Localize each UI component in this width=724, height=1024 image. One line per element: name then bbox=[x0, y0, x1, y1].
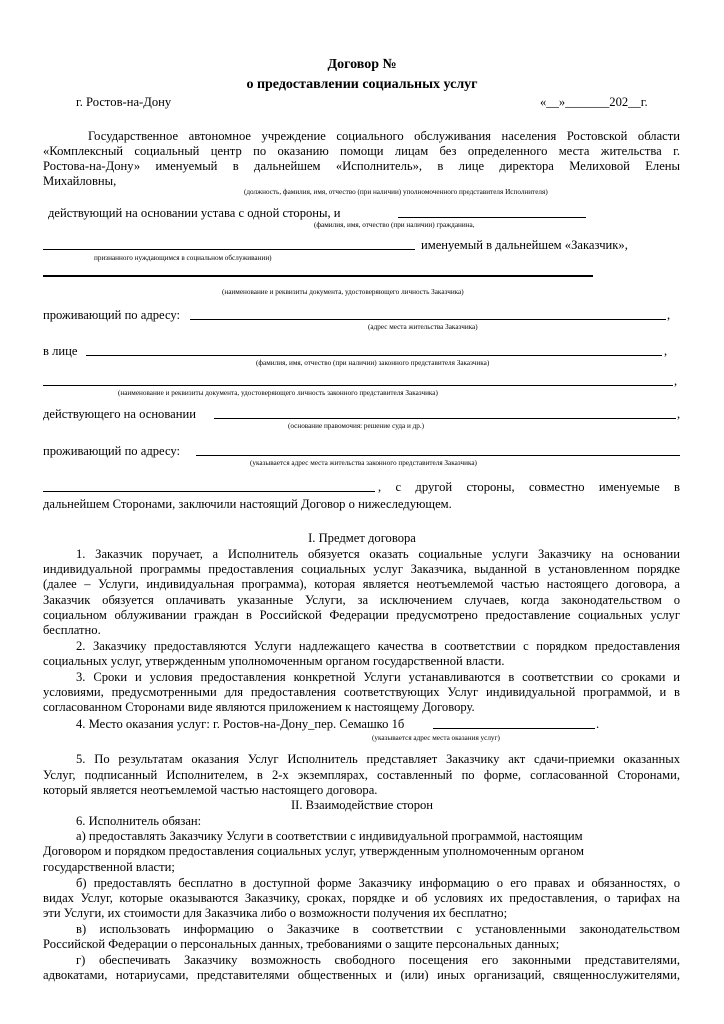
named-customer-text: именуемый в дальнейшем «Заказчик», bbox=[421, 238, 628, 252]
clause-5: Услуг, подписанный Исполнителем, в 2-х экземплярах, составленный по форме, согласованной Сторонами, bbox=[43, 768, 680, 782]
clause-3: 3. Сроки и условия предоставления конкретной Услуги устанавливаются в соответствии со сроками и bbox=[76, 670, 680, 684]
clause-3: согласованном Сторонами виде являются приложением к настоящему Договору. bbox=[43, 700, 475, 714]
clause-1: индивидуальной программы предоставления социальных услуг Заказчика, выданной в установленном порядке bbox=[43, 562, 680, 576]
residing2-label: проживающий по адресу: bbox=[43, 444, 180, 458]
identity-doc-field[interactable] bbox=[43, 275, 593, 277]
clause-1: Заказчик обязуется оплачивать указанные Услуги, за исключением случаев, когда законодательством о bbox=[43, 593, 680, 607]
other-side-text: дальнейшем Сторонами, заключили настоящий Договор о нижеследующем. bbox=[43, 497, 452, 511]
clause-1: социальном облуживании граждан в Российской Федерации предусмотрено предоставление социальных услуг bbox=[43, 608, 680, 622]
clause-5: который является неотъемлемой частью настоящего договора. bbox=[43, 783, 378, 797]
in-person-label: в лице bbox=[43, 344, 78, 358]
clause-6a: государственной власти; bbox=[43, 860, 175, 874]
preamble-line: Михайловны, bbox=[43, 174, 117, 188]
basis-field[interactable] bbox=[214, 418, 676, 419]
hint-residence: (адрес места жительства Заказчика) bbox=[368, 323, 478, 331]
clause-1: бесплатно. bbox=[43, 623, 101, 637]
clause-2: социальных услуг, утвержденным уполномоченным органом государственной власти. bbox=[43, 654, 505, 668]
clause-1: 1. Заказчик поручает, а Исполнитель обязуется оказать социальные услуги Заказчику на основании bbox=[76, 547, 680, 561]
section-2-heading: II. Взаимодействие сторон bbox=[290, 798, 434, 812]
contract-date: «__»_______202__г. bbox=[540, 95, 648, 109]
acting-basis-label: действующего на основании bbox=[43, 407, 196, 421]
clause-6g: г) обеспечивать Заказчику возможность свободного посещения его законными представителями, bbox=[76, 953, 680, 967]
representative-field[interactable] bbox=[43, 491, 375, 492]
clause-5: 5. По результатам оказания Услуг Исполнитель представляет Заказчику акт сдачи-приемки оказанных bbox=[76, 752, 680, 766]
clause-6b: эти Услуги, их стоимости для Заказчика либо о возможности получения их бесплатно; bbox=[43, 906, 508, 920]
contract-subtitle: о предоставлении социальных услуг bbox=[246, 77, 478, 92]
clause-6a: а) предоставлять Заказчику Услуги в соответствии с индивидуальной программой, настоящим bbox=[76, 829, 583, 843]
citizen-name-field[interactable] bbox=[398, 217, 586, 218]
legal-rep-field[interactable] bbox=[86, 355, 662, 356]
clause-2: 2. Заказчику предоставляются Услуги надлежащего качества в соответствии с порядком предоставления bbox=[76, 639, 680, 653]
punctuation: , bbox=[677, 407, 681, 421]
preamble-line: «Комплексный социальный центр по оказанию помощи лицам без определенного места жительства г. bbox=[43, 144, 680, 158]
contract-title: Договор № bbox=[327, 57, 397, 72]
hint-rep-residence: (указывается адрес места жительства законного представителя Заказчика) bbox=[250, 459, 477, 467]
punctuation: , bbox=[674, 374, 678, 388]
clause-4: 4. Место оказания услуг: г. Ростов-на-Дону_пер. Семашко 1б bbox=[76, 717, 405, 731]
acting-statute-text: действующий на основании устава с одной стороны, и bbox=[48, 206, 341, 220]
hint-identity-doc: (наименование и реквизиты документа, удостоверяющего личность Заказчика) bbox=[222, 288, 464, 296]
hint-basis: (основание правомочия: решение суда и др.) bbox=[288, 422, 425, 430]
residence-field[interactable] bbox=[190, 319, 666, 320]
hint-executor-rep: (должность, фамилия, имя, отчество (при наличии) уполномоченного представителя Исполнителя) bbox=[244, 188, 548, 196]
punctuation: . bbox=[596, 717, 600, 731]
clause-6a: Договором и порядком предоставления социальных услуг, утвержденным уполномоченным органом bbox=[43, 844, 584, 858]
rep-residence-field[interactable] bbox=[196, 455, 680, 456]
citizen-name-field-2[interactable] bbox=[43, 249, 415, 250]
clause-6b: б) предоставлять бесплатно в доступной форме Заказчику информацию о его правах и обязанностях, о bbox=[76, 876, 680, 890]
clause-6b: видах Услуг, которые оказываются Заказчику, сроках, порядке и об условиях их предоставления, о тарифах на bbox=[43, 891, 680, 905]
other-side-text: , с другой стороны, совместно именуемые в bbox=[378, 480, 680, 494]
hint-place: (указывается адрес места оказания услуг) bbox=[372, 734, 500, 742]
punctuation: , bbox=[664, 344, 668, 358]
residing-label: проживающий по адресу: bbox=[43, 308, 180, 322]
clause-1: (далее – Услуги, индивидуальная программа), которая является неотъемлемой частью настоящего договора, а bbox=[43, 577, 680, 591]
punctuation: , bbox=[667, 308, 671, 322]
section-1-heading: I. Предмет договора bbox=[308, 531, 416, 545]
clause-3: условиями, предусмотренными для предоставления соответствующих Услуг индивидуальной программой, и в bbox=[43, 685, 680, 699]
service-place-field[interactable] bbox=[433, 728, 595, 729]
hint-rep-doc: (наименование и реквизиты документа, удостоверяющего личность законного представителя Заказчика) bbox=[118, 389, 438, 397]
hint-recognized: признанного нуждающимся в социальном обслуживании) bbox=[94, 254, 272, 262]
clause-6v: Российской Федерации о персональных данных, требованиями о защите персональных данных; bbox=[43, 937, 560, 951]
rep-doc-field[interactable] bbox=[43, 385, 673, 386]
preamble-line: Государственное автономное учреждение социального обслуживания населения Ростовской области bbox=[88, 129, 680, 143]
clause-6: 6. Исполнитель обязан: bbox=[76, 814, 202, 828]
clause-6g: адвокатами, нотариусами, представителями общественных и (или) иных организаций, священнослужителями, bbox=[43, 968, 680, 982]
contract-city: г. Ростов-на-Дону bbox=[76, 95, 172, 109]
clause-6v: в) использовать информацию о Заказчике в соответствии с установленными законодательством bbox=[76, 922, 680, 936]
hint-citizen: (фамилия, имя, отчество (при наличии) гражданина, bbox=[314, 221, 475, 229]
preamble-line: Ростова-на-Дону» именуемый в дальнейшем «Исполнитель», в лице директора Мелиховой Елены bbox=[43, 159, 680, 173]
hint-legal-rep: (фамилия, имя, отчество (при наличии) законного представителя Заказчика) bbox=[256, 359, 490, 367]
